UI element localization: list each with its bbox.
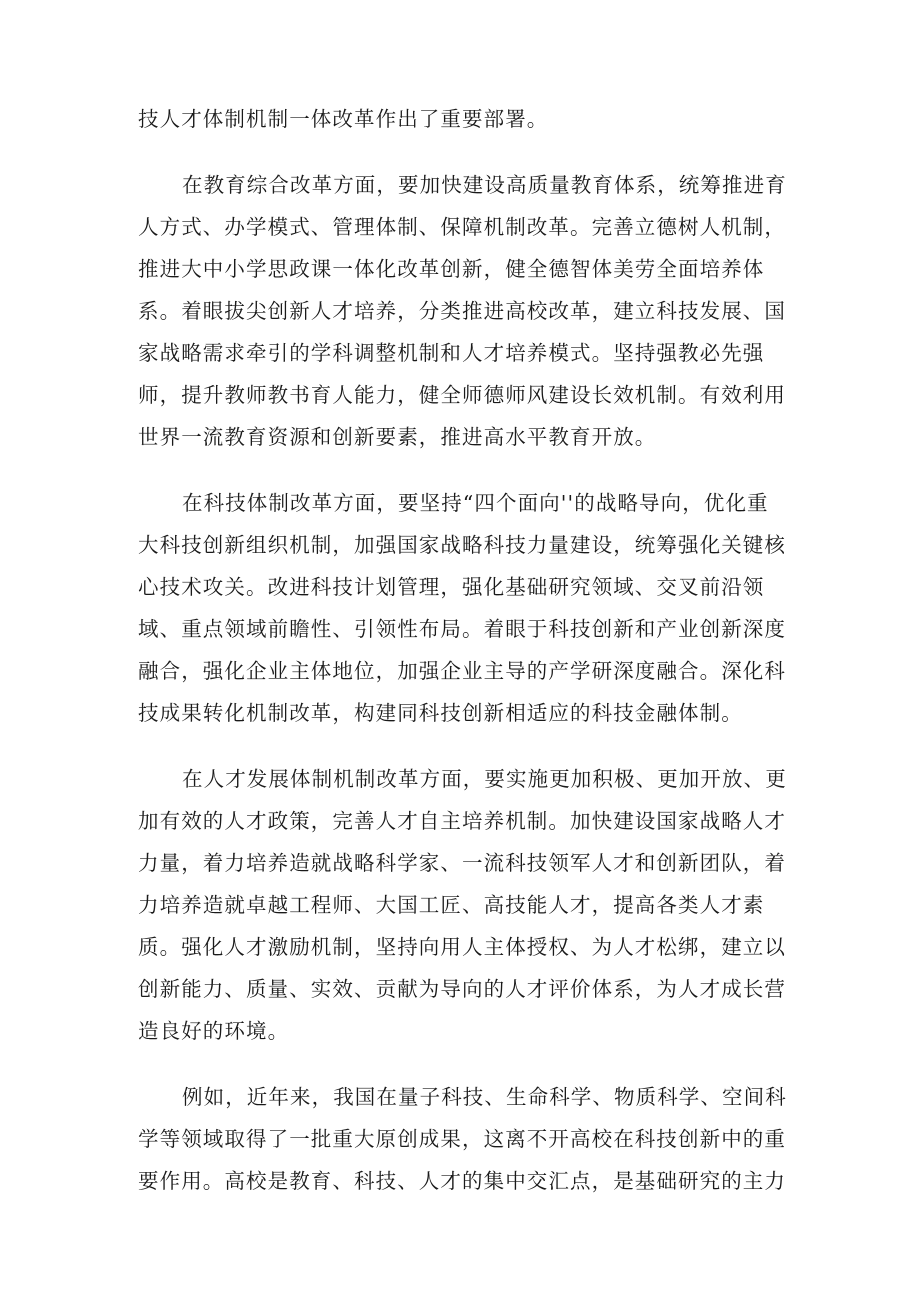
paragraph-education-reform: 在教育综合改革方面，要加快建设高质量教育体系，统筹推进育人方式、办学模式、管理体制、保障机制改革。完善立德树人机制，推进大中小学思政课一体化改革创新，健全德智体美劳全面培养体系。着眼拔尖创新人才培养，分类推进高校改革，建立科技发展、国家战略需求牵引的学科调整机制和人才培养模式。坚持强教必先强师，提升教师教书育人能力，健全师德师风建设长效机制。有效利用世界一流教育资源和创新要素，推进高水平教育开放。 <box>138 173 787 449</box>
paragraph-continuation: 技人才体制机制一体改革作出了重要部署。 <box>138 107 549 131</box>
document-body <box>138 98 788 1202</box>
paragraph-example: 例如，近年来，我国在量子科技、生命科学、物质科学、空间科学等领域取得了一批重大原创成果，这离不开高校在科技创新中的重要作用。高校是教育、科技、人才的集中交汇点，是基础研究的主力 <box>138 1085 787 1193</box>
paragraph-science-reform: 在科技体制改革方面，要坚持“四个面向''的战略导向，优化重大科技创新组织机制，加强国家战略科技力量建设，统筹强化关键核心技术攻关。改进科技计划管理，强化基础研究领域、交叉前沿领域、重点领域前瞻性、引领性布局。着眼于科技创新和产业创新深度融合，强化企业主体地位，加强企业主导的产学研深度融合。深化科技成果转化机制改革，构建同科技创新相适应的科技金融体制。 <box>138 491 786 725</box>
paragraph-talent-reform: 在人才发展体制机制改革方面，要实施更加积极、更加开放、更加有效的人才政策，完善人才自主培养机制。加快建设国家战略人才力量，着力培养造就战略科学家、一流科技领军人才和创新团队，着力培养造就卓越工程师、大国工匠、高技能人才，提高各类人才素质。强化人才激励机制，坚持向用人主体授权、为人才松绑，建立以创新能力、质量、实效、贡献为导向的人才评价体系，为人才成长营造良好的环境。 <box>138 767 787 1043</box>
